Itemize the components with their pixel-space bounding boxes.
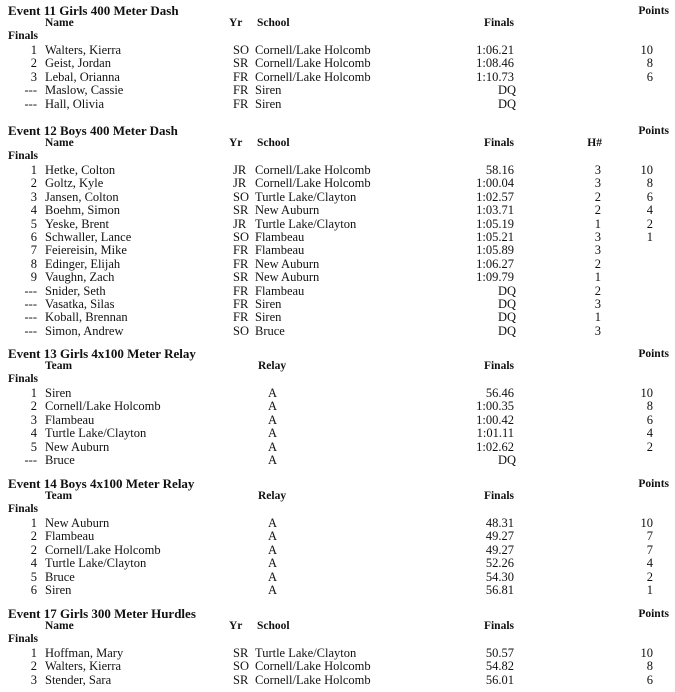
table-row [0,517,675,530]
finals-time-cell: DQ [497,283,516,298]
place-cell: 6 [30,583,37,597]
heat-cell: 2 [594,283,601,298]
points-cell: 7 [646,542,653,557]
school-cell: Bruce [255,323,285,338]
points-cell: 2 [646,569,653,584]
table-row [0,191,675,204]
school-cell: Siren [255,83,282,98]
place-cell: 1 [30,516,37,530]
school-cell: Flambeau [255,230,305,244]
finals-time-cell: 52.26 [485,556,514,571]
athlete-name-cell: Koball, Brennan [45,310,128,325]
school-cell: Flambeau [255,283,305,298]
column-header-name: Name [45,17,74,29]
team-cell: Siren [45,583,72,597]
school-cell: New Auburn [255,270,320,285]
finals-time-cell: 1:10.73 [476,69,514,84]
relay-cell: A [268,386,278,400]
finals-time-cell: 1:08.46 [476,56,514,71]
heat-cell: 2 [594,189,601,204]
column-header-yr: Yr [229,17,243,29]
event-title: Event 11 Girls 400 Meter Dash [8,3,179,18]
column-header-finals: Finals [483,360,514,372]
finals-time-cell: 1:00.35 [476,399,514,414]
athlete-name-cell: Walters, Kierra [45,659,122,674]
points-cell: 8 [646,659,653,674]
place-cell: 1 [30,43,37,57]
school-cell: Cornell/Lake Holcomb [255,176,371,191]
finals-time-cell: DQ [497,96,516,111]
place-cell: 9 [30,270,37,285]
year-cell: FR [233,69,249,84]
points-cell: 4 [646,556,653,571]
finals-time-cell: 1:00.04 [476,176,514,191]
column-header-relay: Relay [258,490,287,502]
year-cell: FR [233,96,249,111]
place-cell: 6 [30,230,37,244]
table-row [0,557,675,570]
points-cell: 8 [646,399,653,414]
school-cell: Cornell/Lake Holcomb [255,69,371,84]
finals-time-cell: 1:01.11 [476,426,514,441]
points-cell: 6 [646,672,653,687]
team-cell: Cornell/Lake Holcomb [45,542,161,557]
column-header-points: Points [638,5,669,17]
heat-cell: 3 [594,323,601,338]
column-header-team: Team [45,360,73,372]
heat-cell: 2 [594,203,601,218]
finals-time-cell: 1:00.42 [476,412,514,427]
table-row [0,218,675,231]
heat-cell: 3 [594,163,601,177]
finals-time-cell: 58.16 [485,163,514,177]
finals-time-cell: 54.82 [485,659,514,674]
place-cell: 2 [30,399,37,414]
column-header-relay: Relay [258,360,287,372]
place-cell: 3 [30,189,37,204]
column-header-finals: Finals [483,490,514,502]
place-cell: 2 [30,176,37,191]
heat-cell: 2 [594,256,601,271]
school-cell: Cornell/Lake Holcomb [255,659,371,674]
column-header-points: Points [638,478,669,490]
athlete-name-cell: Simon, Andrew [45,323,124,338]
place-cell: --- [24,323,37,338]
table-row [0,311,675,324]
relay-cell: A [268,583,278,597]
place-cell: --- [24,297,37,311]
event-title: Event 13 Girls 4x100 Meter Relay [8,346,196,361]
team-cell: New Auburn [45,516,110,530]
athlete-name-cell: Yeske, Brent [45,216,110,231]
table-row [0,325,675,338]
finals-time-cell: DQ [497,297,516,311]
table-row [0,204,675,217]
points-cell: 4 [646,426,653,441]
school-cell: Cornell/Lake Holcomb [255,163,371,177]
column-header-heat: H# [587,137,602,149]
year-cell: FR [233,297,249,311]
column-header-points: Points [638,348,669,360]
table-row [0,298,675,311]
table-row [0,441,675,454]
place-cell: --- [24,453,37,467]
school-cell: Flambeau [255,243,305,258]
column-header-finals: Finals [483,17,514,29]
finals-time-cell: 1:02.62 [476,439,514,454]
table-row [0,285,675,298]
table-row [0,387,675,400]
school-cell: Cornell/Lake Holcomb [255,43,371,57]
year-cell: JR [233,176,247,191]
relay-cell: A [268,399,278,414]
section-label-finals: Finals [8,30,39,42]
finals-time-cell: 1:06.21 [476,43,514,57]
table-row [0,647,675,660]
team-cell: Flambeau [45,412,95,427]
team-cell: Turtle Lake/Clayton [45,556,147,571]
year-cell: SO [233,189,249,204]
school-cell: Turtle Lake/Clayton [255,216,357,231]
column-header-school: School [257,137,290,149]
heat-cell: 3 [594,297,601,311]
finals-time-cell: DQ [497,83,516,98]
team-cell: Flambeau [45,529,95,544]
place-cell: 1 [30,646,37,660]
table-row [0,98,675,111]
finals-time-cell: 49.27 [485,529,514,544]
place-cell: 3 [30,672,37,687]
relay-cell: A [268,529,278,544]
year-cell: FR [233,83,249,98]
year-cell: SO [233,659,249,674]
heat-cell: 1 [594,310,601,325]
finals-time-cell: 56.46 [485,386,514,400]
athlete-name-cell: Boehm, Simon [45,203,121,218]
section-label-finals: Finals [8,373,39,385]
finals-time-cell: 1:03.71 [476,203,514,218]
column-header-points: Points [638,608,669,620]
points-cell: 2 [646,216,653,231]
athlete-name-cell: Maslow, Cassie [45,83,124,98]
relay-cell: A [268,439,278,454]
table-row [0,271,675,284]
column-header-name: Name [45,137,74,149]
year-cell: JR [233,163,247,177]
finals-time-cell: 49.27 [485,542,514,557]
finals-time-cell: 1:05.21 [476,230,514,244]
points-cell: 8 [646,56,653,71]
place-cell: 4 [30,203,37,218]
place-cell: 5 [30,216,37,231]
place-cell: 1 [30,386,37,400]
year-cell: SR [233,203,249,218]
table-row [0,258,675,271]
column-header-finals: Finals [483,620,514,632]
table-row [0,57,675,70]
finals-time-cell: 56.01 [485,672,514,687]
year-cell: FR [233,256,249,271]
column-header-yr: Yr [229,620,243,632]
points-cell: 10 [640,163,653,177]
points-cell: 1 [646,583,653,597]
table-row [0,544,675,557]
place-cell: --- [24,96,37,111]
athlete-name-cell: Jansen, Colton [45,189,119,204]
heat-cell: 1 [594,216,601,231]
athlete-name-cell: Vaughn, Zach [45,270,115,285]
school-cell: Cornell/Lake Holcomb [255,56,371,71]
athlete-name-cell: Lebal, Orianna [45,69,120,84]
place-cell: --- [24,83,37,98]
section-label-finals: Finals [8,633,39,645]
points-cell: 4 [646,203,653,218]
school-cell: New Auburn [255,256,320,271]
school-cell: New Auburn [255,203,320,218]
relay-cell: A [268,516,278,530]
place-cell: 4 [30,556,37,571]
athlete-name-cell: Geist, Jordan [45,56,111,71]
athlete-name-cell: Schwaller, Lance [45,230,132,244]
points-cell: 10 [640,646,653,660]
team-cell: New Auburn [45,439,110,454]
place-cell: 5 [30,439,37,454]
table-row [0,660,675,673]
place-cell: 3 [30,69,37,84]
table-row [0,530,675,543]
finals-time-cell: DQ [497,323,516,338]
heat-cell: 3 [594,243,601,258]
column-header-yr: Yr [229,137,243,149]
team-cell: Siren [45,386,72,400]
team-cell: Cornell/Lake Holcomb [45,399,161,414]
event-title: Event 14 Boys 4x100 Meter Relay [8,476,195,491]
place-cell: --- [24,310,37,325]
points-cell: 6 [646,69,653,84]
place-cell: --- [24,283,37,298]
section-label-finals: Finals [8,503,39,515]
table-row [0,177,675,190]
team-cell: Bruce [45,453,75,467]
table-row [0,71,675,84]
heat-cell: 1 [594,270,601,285]
year-cell: SR [233,646,249,660]
relay-cell: A [268,542,278,557]
points-cell: 8 [646,176,653,191]
place-cell: 4 [30,426,37,441]
year-cell: FR [233,310,249,325]
year-cell: FR [233,283,249,298]
athlete-name-cell: Hetke, Colton [45,163,116,177]
year-cell: SR [233,672,249,687]
place-cell: 8 [30,256,37,271]
table-row [0,400,675,413]
year-cell: SO [233,43,249,57]
finals-time-cell: 48.31 [485,516,514,530]
year-cell: SO [233,230,249,244]
school-cell: Turtle Lake/Clayton [255,646,357,660]
relay-cell: A [268,412,278,427]
event-title: Event 12 Boys 400 Meter Dash [8,123,178,138]
year-cell: JR [233,216,247,231]
year-cell: SO [233,323,249,338]
heat-cell: 3 [594,176,601,191]
finals-time-cell: 50.57 [485,646,514,660]
column-header-school: School [257,620,290,632]
place-cell: 2 [30,56,37,71]
table-row [0,44,675,57]
place-cell: 1 [30,163,37,177]
place-cell: 2 [30,542,37,557]
school-cell: Siren [255,96,282,111]
athlete-name-cell: Stender, Sara [45,672,112,687]
column-header-name: Name [45,620,74,632]
table-row [0,84,675,97]
table-row [0,231,675,244]
finals-time-cell: DQ [497,453,516,467]
school-cell: Cornell/Lake Holcomb [255,672,371,687]
heat-cell: 3 [594,230,601,244]
points-cell: 7 [646,529,653,544]
table-row [0,674,675,687]
place-cell: 2 [30,659,37,674]
table-row [0,571,675,584]
athlete-name-cell: Feiereisin, Mike [45,243,127,258]
table-row [0,454,675,467]
place-cell: 7 [30,243,37,258]
table-row [0,414,675,427]
athlete-name-cell: Goltz, Kyle [45,176,104,191]
column-header-team: Team [45,490,73,502]
relay-cell: A [268,556,278,571]
table-row [0,584,675,597]
column-header-finals: Finals [483,137,514,149]
school-cell: Siren [255,297,282,311]
event-title: Event 17 Girls 300 Meter Hurdles [8,606,196,621]
finals-time-cell: 1:05.89 [476,243,514,258]
table-row [0,244,675,257]
athlete-name-cell: Hall, Olivia [45,96,105,111]
points-cell: 10 [640,516,653,530]
relay-cell: A [268,569,278,584]
school-cell: Turtle Lake/Clayton [255,189,357,204]
points-cell: 6 [646,189,653,204]
athlete-name-cell: Snider, Seth [45,283,106,298]
place-cell: 2 [30,529,37,544]
year-cell: SR [233,270,249,285]
column-header-school: School [257,17,290,29]
relay-cell: A [268,426,278,441]
year-cell: FR [233,243,249,258]
points-cell: 2 [646,439,653,454]
athlete-name-cell: Vasatka, Silas [45,297,115,311]
column-header-points: Points [638,125,669,137]
finals-time-cell: 1:06.27 [476,256,514,271]
points-cell: 10 [640,386,653,400]
points-cell: 6 [646,412,653,427]
year-cell: SR [233,56,249,71]
team-cell: Bruce [45,569,75,584]
school-cell: Siren [255,310,282,325]
finals-time-cell: 56.81 [485,583,514,597]
athlete-name-cell: Edinger, Elijah [45,256,121,271]
section-label-finals: Finals [8,150,39,162]
place-cell: 3 [30,412,37,427]
athlete-name-cell: Walters, Kierra [45,43,122,57]
relay-cell: A [268,453,278,467]
place-cell: 5 [30,569,37,584]
finals-time-cell: 1:09.79 [476,270,514,285]
athlete-name-cell: Hoffman, Mary [45,646,124,660]
finals-time-cell: 1:05.19 [476,216,514,231]
table-row [0,427,675,440]
points-cell: 10 [640,43,653,57]
points-cell: 1 [646,230,653,244]
finals-time-cell: 54.30 [485,569,514,584]
finals-time-cell: 1:02.57 [476,189,514,204]
team-cell: Turtle Lake/Clayton [45,426,147,441]
finals-time-cell: DQ [497,310,516,325]
table-row [0,164,675,177]
